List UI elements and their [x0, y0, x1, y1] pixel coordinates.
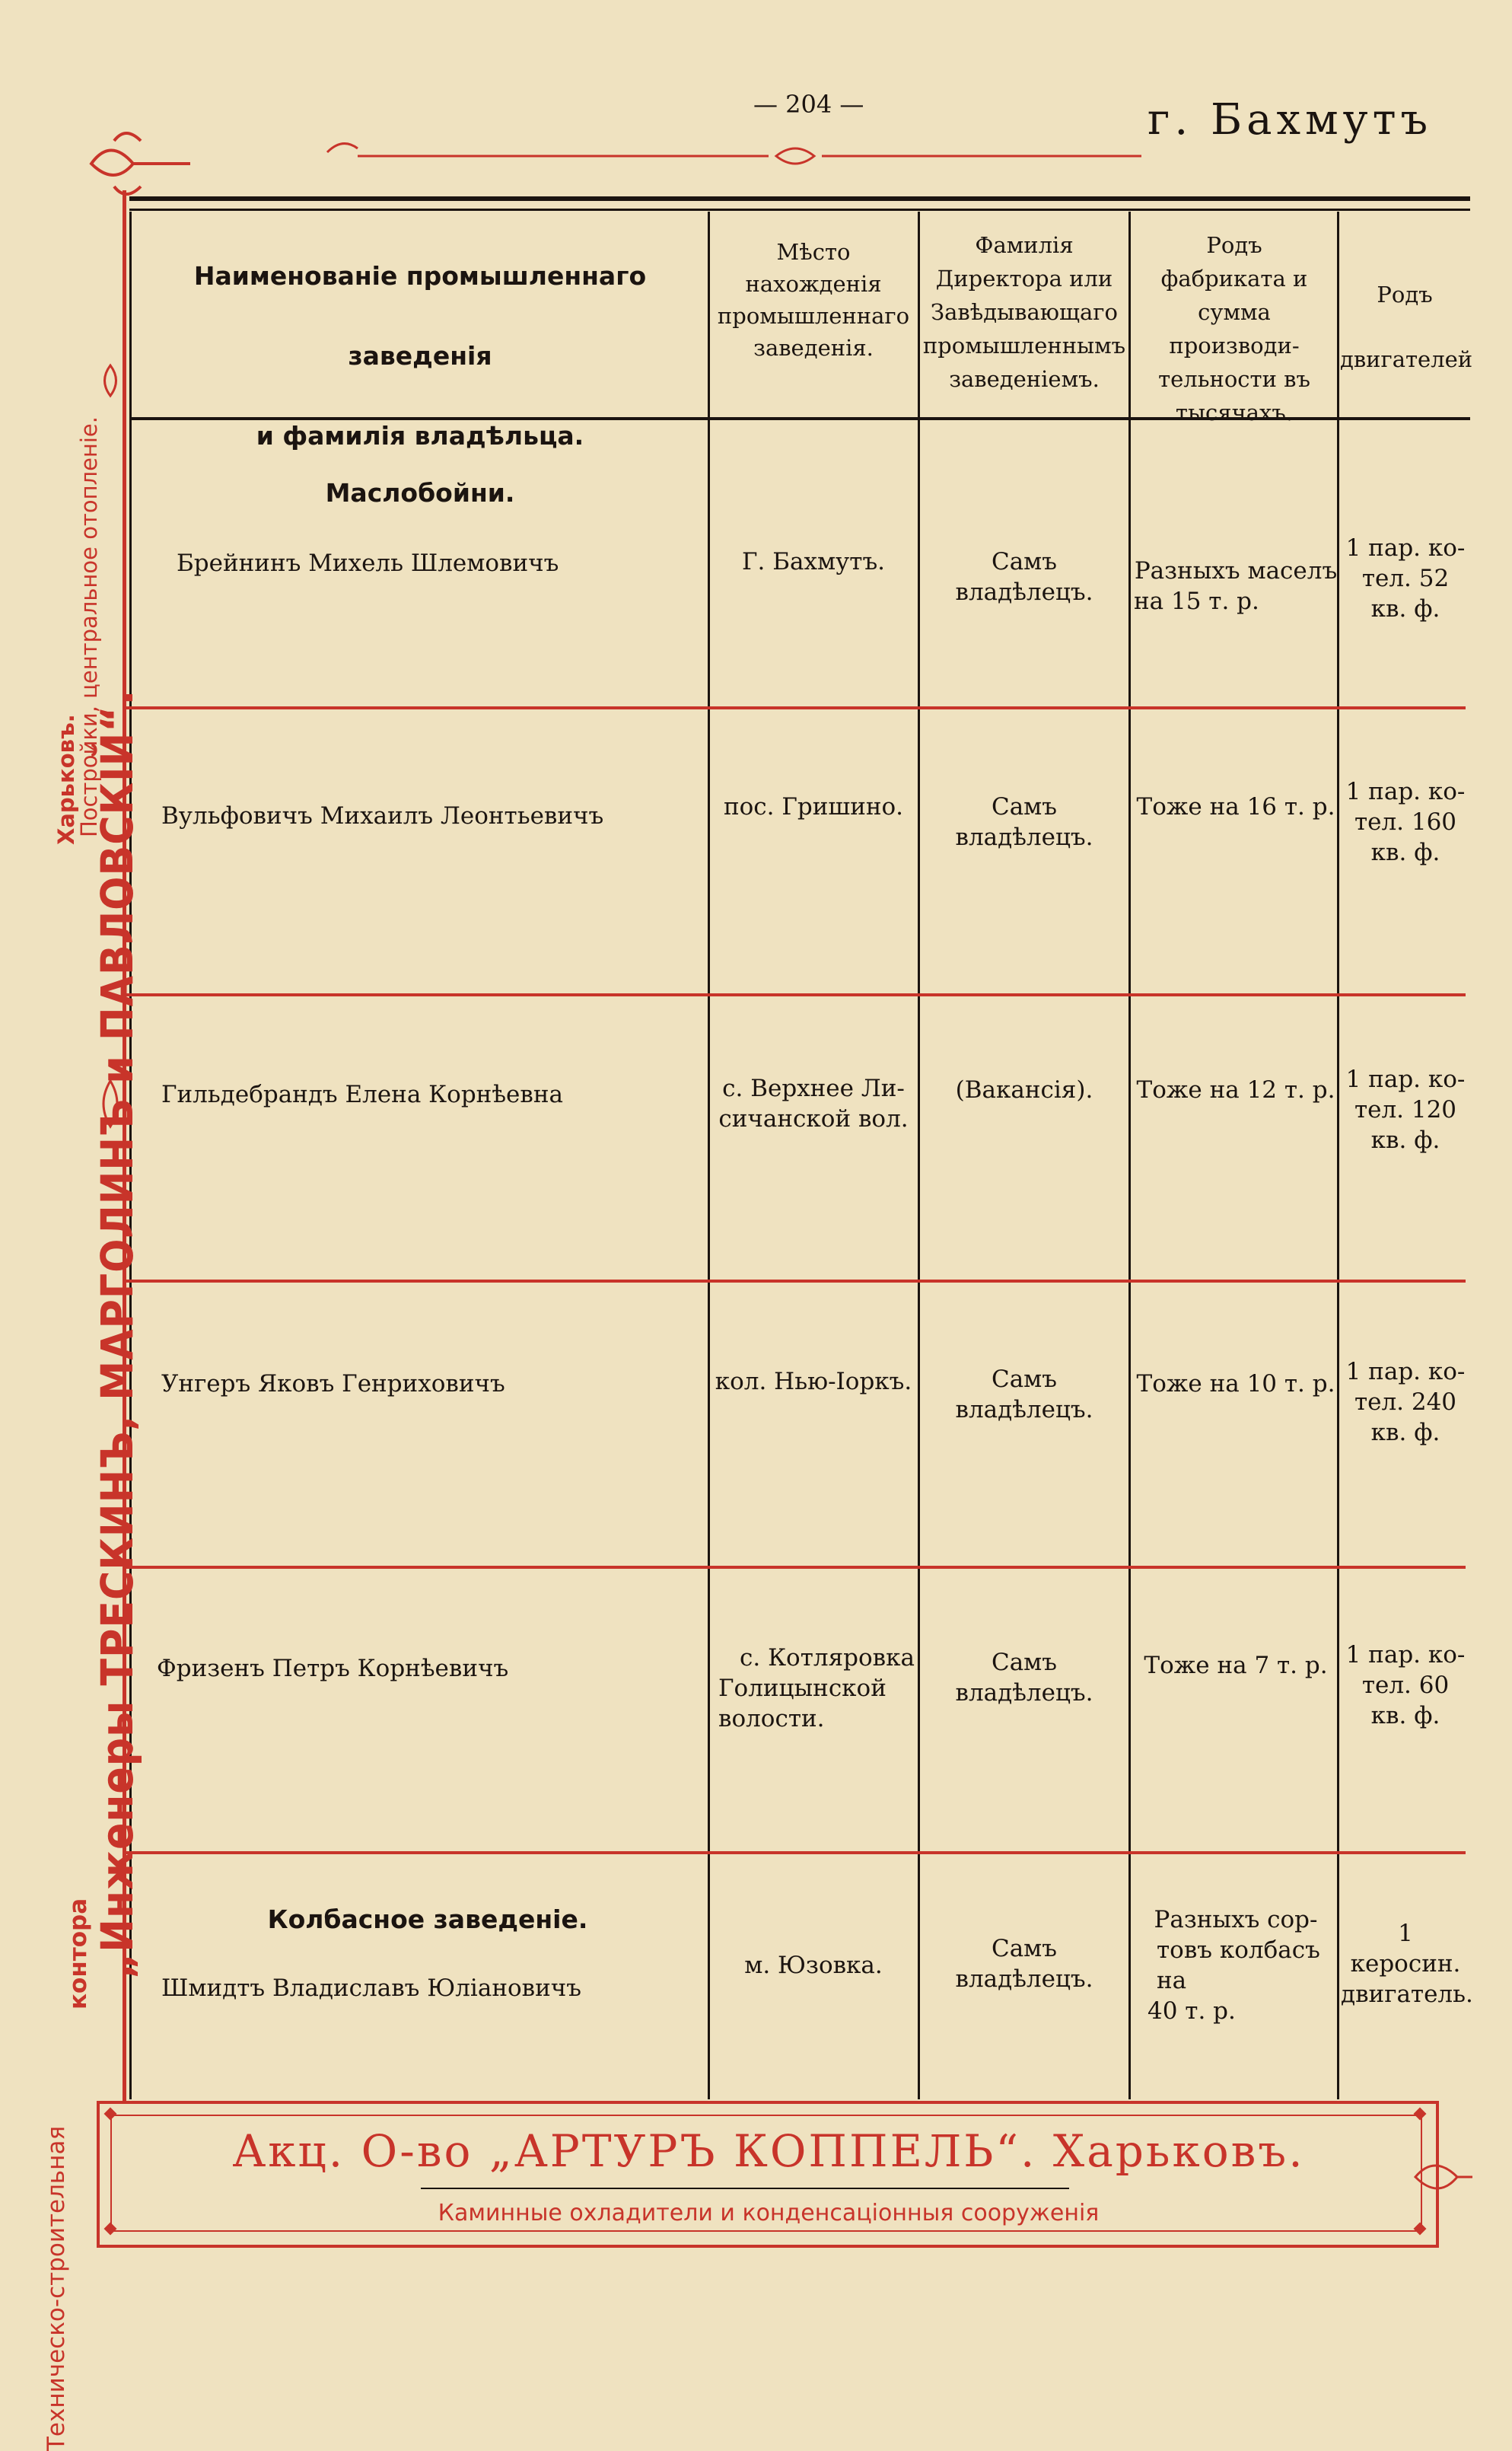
- row-engine-line: тел. 52: [1361, 565, 1450, 592]
- page-city-title: г. Бахмутъ: [1148, 95, 1433, 145]
- row-engine-line: 1 пар. ко-: [1345, 534, 1466, 562]
- header-product-line: тысячахъ.: [1175, 400, 1294, 425]
- page-number: — 204 —: [753, 90, 864, 119]
- section-title-oil: Маслобойни.: [325, 478, 515, 508]
- row-owner-name: Фризенъ Петръ Корнѣевичъ: [157, 1655, 509, 1682]
- side-ad-line1: Техническо-строительная: [43, 2125, 70, 2451]
- row-director: (Вакансія).: [955, 1076, 1093, 1104]
- row-owner-name: Вульфовичъ Михаилъ Леонтьевичъ: [161, 802, 604, 830]
- header-director-line: Фамилія: [975, 232, 1074, 258]
- header-place-line: нахожденія: [745, 271, 882, 297]
- row-product: Тоже на 12 т. р.: [1136, 1076, 1335, 1104]
- header-name-line1: Наименованіе промышленнаго заведенія: [193, 261, 647, 371]
- row-product: Тоже на 16 т. р.: [1136, 793, 1335, 821]
- row-engine-line: кв. ф.: [1370, 1127, 1440, 1154]
- row-engine: [1341, 776, 1470, 868]
- row-engine-line: 1 пар. ко-: [1345, 1641, 1466, 1669]
- row-director: Самъ владѣлецъ.: [955, 548, 1093, 606]
- row-engine-line: кв. ф.: [1370, 595, 1440, 623]
- row-engine-line: тел. 240: [1354, 1388, 1457, 1416]
- row-product: Тоже на 7 т. р.: [1144, 1652, 1328, 1679]
- side-ad-services: Постройки, центральное отопленіе.: [76, 416, 102, 837]
- row-place-line: с. Котляровка: [740, 1644, 915, 1672]
- row-owner-name: Шмидтъ Владиславъ Юліановичъ: [161, 1975, 581, 2002]
- header-director: [921, 228, 1128, 396]
- row-director: Самъ владѣлецъ.: [955, 1935, 1093, 1993]
- row-owner-name: Унгеръ Яковъ Генриховичъ: [161, 1370, 505, 1398]
- row-product-line: товъ колбасъ на: [1157, 1936, 1320, 1994]
- header-director-line: промышленнымъ: [922, 333, 1126, 359]
- header-product-line: сумма производи-: [1169, 299, 1300, 359]
- row-owner-name: Гильдебрандъ Елена Корнѣевна: [161, 1081, 563, 1108]
- footer-ad-title: Акц. О-во „АРТУРЪ КОППЕЛЬ“. Харьковъ.: [232, 2125, 1305, 2177]
- header-ornament-center: [327, 144, 1141, 164]
- row-engine-line: кв. ф.: [1370, 1702, 1440, 1729]
- row-place: Г. Бахмутъ.: [741, 548, 886, 575]
- row-engine: [1341, 1918, 1473, 2010]
- row-engine-line: тел. 120: [1354, 1096, 1457, 1124]
- row-engine-line: 1 пар. ко-: [1345, 1066, 1466, 1093]
- header-director-line: заведеніемъ.: [949, 366, 1100, 392]
- top-rule: [129, 196, 1470, 201]
- row-engine-line: 1 пар. ко-: [1345, 778, 1466, 805]
- row-product-line: на 15 т. р.: [1134, 588, 1259, 615]
- section-title-sausage: Колбасное заведеніе.: [267, 1904, 588, 1934]
- row-owner-name: Брейнинъ Михель Шлемовичъ: [177, 550, 559, 577]
- header-director-line: Директора или: [935, 266, 1113, 292]
- row-product: Тоже на 10 т. р.: [1136, 1370, 1335, 1398]
- header-engine-line: двигателей: [1340, 346, 1473, 372]
- row-product-line: 40 т. р.: [1148, 1997, 1236, 2025]
- row-engine-line: кв. ф.: [1370, 1419, 1440, 1446]
- row-place: кол. Нью-Іоркъ.: [715, 1368, 912, 1395]
- row-director: Самъ владѣлецъ.: [955, 1649, 1093, 1707]
- footer-ad-subtitle: Каминные охладители и конденсаціонныя сооруженія: [438, 2200, 1100, 2226]
- row-engine-line: кв. ф.: [1370, 839, 1440, 866]
- header-name-line2: и фамилія владѣльца.: [256, 421, 584, 451]
- row-place-line: с. Верхнее Ли-: [722, 1075, 905, 1102]
- header-name: [135, 236, 705, 476]
- side-ad-firm: „Инженеры ТРЕСКИНЪ, МАРГОЛИНЪ и ПАВЛОВСКІЙ“.: [91, 689, 143, 1979]
- row-engine: [1341, 1356, 1470, 1448]
- row-director: Самъ владѣлецъ.: [955, 1366, 1093, 1423]
- row-engine-line: двигатель.: [1341, 1981, 1473, 2008]
- header-place-line: Мѣсто: [776, 239, 851, 265]
- row-product: [1134, 556, 1338, 617]
- header-engine-line: Родъ: [1377, 282, 1433, 308]
- header-place: [711, 236, 916, 364]
- row-place: [718, 1643, 916, 1734]
- header-director-line: Завѣдывающаго: [931, 299, 1118, 325]
- header-product-line: фабриката и: [1160, 266, 1308, 292]
- row-place: [711, 1073, 916, 1134]
- row-product: [1134, 1904, 1338, 2026]
- row-engine: [1341, 533, 1470, 624]
- row-place: пос. Гришино.: [723, 793, 904, 821]
- row-product-line: Разныхъ маселъ: [1134, 557, 1338, 585]
- row-engine-line: тел. 60: [1361, 1672, 1450, 1699]
- side-ad-line2: контора: [65, 1898, 92, 2010]
- row-engine-line: 1 пар. ко-: [1345, 1358, 1466, 1385]
- header-engine: [1340, 263, 1473, 392]
- row-place: м. Юзовка.: [744, 1952, 883, 1979]
- row-place-line: Голицынской: [718, 1675, 887, 1702]
- header-product: [1132, 228, 1337, 429]
- row-engine-line: тел. 160: [1354, 808, 1457, 836]
- header-product-line: тельности въ: [1158, 366, 1310, 392]
- header-ornament-left: [91, 133, 190, 194]
- header-place-line: заведенія.: [753, 335, 874, 361]
- header-place-line: промышленнаго: [717, 303, 910, 329]
- row-director: Самъ владѣлецъ.: [955, 793, 1093, 851]
- row-place-line: волости.: [718, 1705, 825, 1732]
- row-product-line: Разныхъ сор-: [1154, 1906, 1318, 1933]
- header-product-line: Родъ: [1206, 232, 1262, 258]
- row-place-line: сичанской вол.: [718, 1105, 909, 1133]
- side-ad-city: Харьковъ.: [53, 714, 79, 845]
- row-engine: [1341, 1640, 1470, 1731]
- row-engine-line: 1 керосин.: [1350, 1920, 1461, 1978]
- row-engine: [1341, 1064, 1470, 1155]
